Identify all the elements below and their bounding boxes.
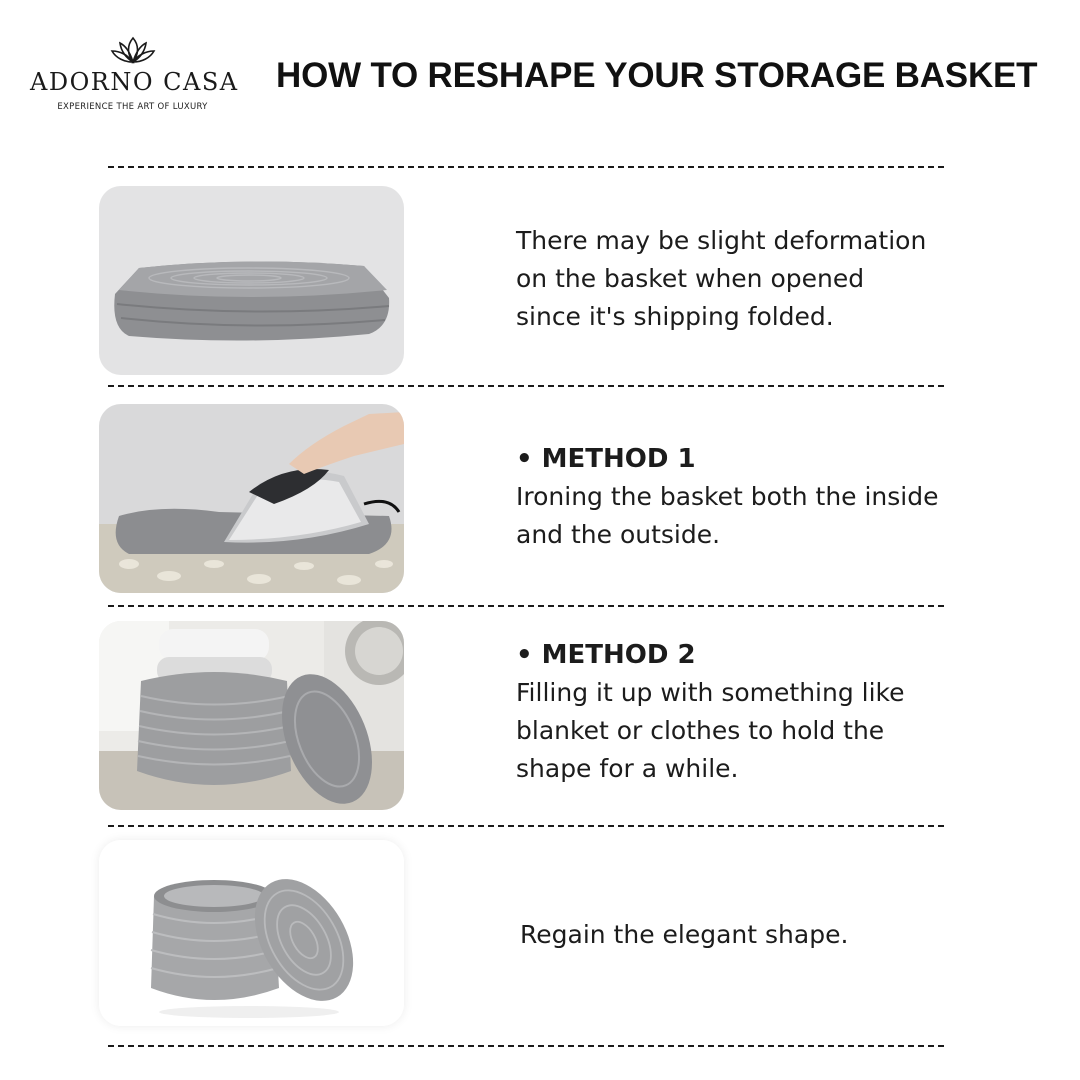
method-1-heading: • METHOD 1: [516, 444, 696, 474]
step-2-text: [516, 440, 939, 554]
divider: [108, 605, 944, 607]
reshaped-basket-photo: [99, 840, 404, 1026]
brand-tagline: EXPERIENCE THE ART OF LUXURY: [57, 102, 208, 112]
step-4-text: [520, 916, 848, 954]
step-3-line: blanket or clothes to hold the: [516, 716, 885, 745]
step-3-text: [516, 636, 905, 788]
page-title: HOW TO RESHAPE YOUR STORAGE BASKET: [276, 56, 1038, 95]
step-1-line: There may be slight deformation: [516, 226, 927, 255]
folded-basket-photo: [99, 186, 404, 375]
method-2-heading: • METHOD 2: [516, 640, 696, 670]
ironing-basket-photo: [99, 404, 404, 593]
divider: [108, 825, 944, 827]
step-2-line: and the outside.: [516, 520, 721, 549]
divider: [108, 385, 944, 387]
step-3-line: shape for a while.: [516, 754, 739, 783]
filled-basket-photo: [99, 621, 404, 810]
divider: [108, 166, 944, 168]
divider: [108, 1045, 944, 1047]
lotus-icon: [108, 34, 158, 66]
brand-name: ADORNO CASA: [30, 68, 239, 96]
step-1-line: on the basket when opened: [516, 264, 865, 293]
step-4-line: Regain the elegant shape.: [520, 920, 849, 949]
brand-logo: [30, 34, 239, 112]
step-2-line: Ironing the basket both the inside: [516, 482, 939, 511]
step-3-line: Filling it up with something like: [516, 678, 905, 707]
step-1-line: since it's shipping folded.: [516, 302, 834, 331]
step-1-text: [516, 222, 926, 336]
